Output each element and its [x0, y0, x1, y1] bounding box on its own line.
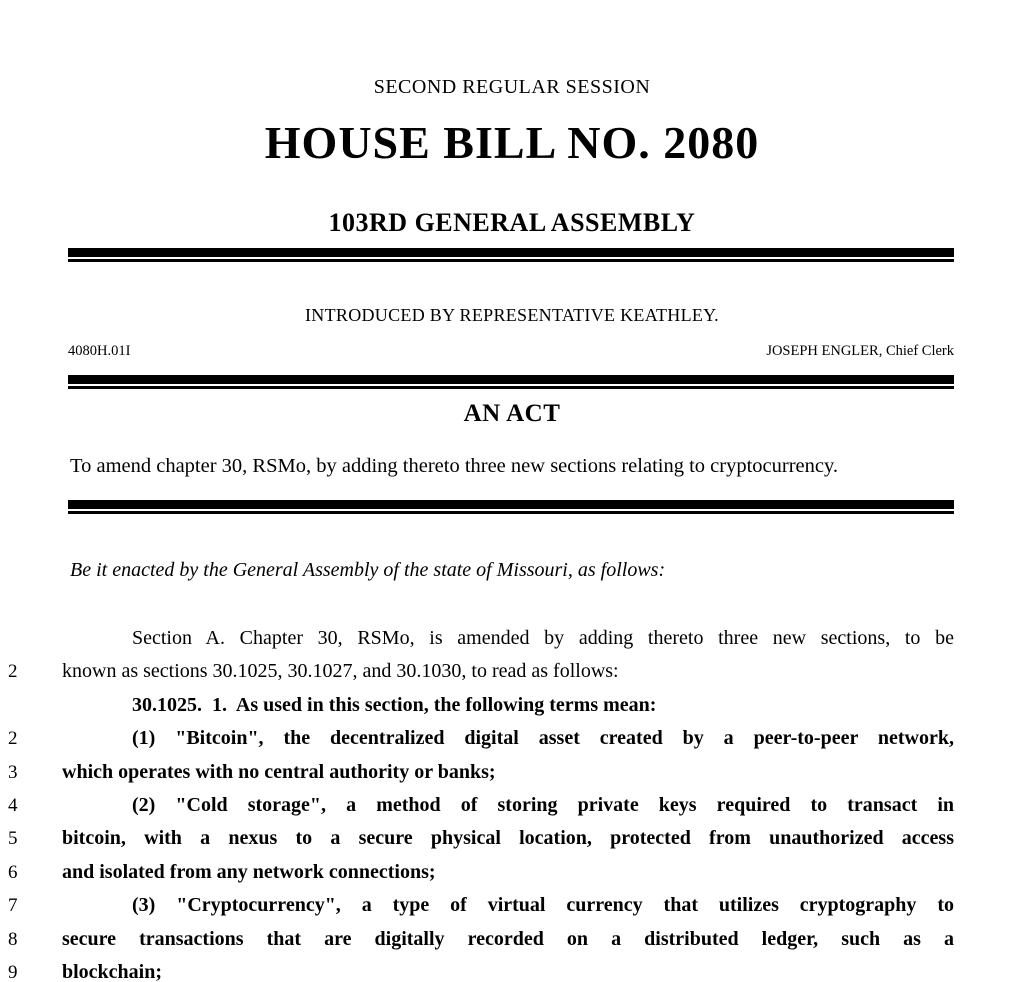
bill-text-line [0, 956, 1024, 982]
line-number: 4 [8, 795, 18, 817]
line-number [0, 622, 62, 655]
line-number: 8 [8, 928, 18, 950]
line-text: (1) "Bitcoin", the decentralized digital asset created by a peer-to-peer network, [132, 727, 954, 750]
bill-text-line [0, 756, 1024, 789]
line-text: bitcoin, with a nexus to a secure physical location, protected from unauthorized access [62, 827, 954, 850]
bill-title: HOUSE BILL NO. 2080 [264, 117, 760, 168]
bill-text-line [0, 822, 1024, 855]
introduced-by-line: INTRODUCED BY REPRESENTATIVE KEATHLEY. [305, 305, 719, 325]
line-number: 7 [8, 895, 18, 917]
act-description: To amend chapter 30, RSMo, by adding thereto three new sections relating to cryptocurrency. [70, 455, 839, 477]
line-text: which operates with no central authority or banks; [62, 760, 496, 783]
bill-text-line [0, 689, 1024, 722]
line-text: (2) "Cold storage", a method of storing private keys required to transact in [132, 794, 954, 817]
line-number: 9 [8, 962, 18, 982]
bill-text-line [0, 923, 1024, 956]
bill-body-text [0, 622, 1024, 982]
bill-text-line [0, 856, 1024, 889]
bill-text-line [0, 622, 1024, 655]
session-heading: SECOND REGULAR SESSION [373, 76, 651, 98]
an-act-heading: AN ACT [463, 400, 561, 427]
line-number: 2 [8, 661, 18, 683]
line-text: known as sections 30.1025, 30.1027, and 30.1030, to read as follows: [62, 660, 619, 683]
line-text: and isolated from any network connections; [62, 860, 436, 883]
bill-text-line [0, 789, 1024, 822]
double-rule-divider [68, 500, 954, 514]
line-text: (3) "Cryptocurrency", a type of virtual currency that utilizes cryptography to [132, 894, 954, 917]
line-text: blockchain; [62, 961, 163, 982]
line-text: 30.1025. 1. As used in this section, the following terms mean: [132, 693, 657, 716]
line-number [0, 689, 62, 722]
chief-clerk-name: JOSEPH ENGLER, Chief Clerk [766, 343, 954, 359]
bill-text-line [0, 655, 1024, 688]
double-rule-divider [68, 248, 954, 262]
line-number: 2 [8, 728, 18, 750]
line-text: secure transactions that are digitally recorded on a distributed ledger, such as a [62, 927, 954, 950]
bill-code-clerk-row [68, 343, 954, 360]
line-text: Section A. Chapter 30, RSMo, is amended by adding thereto three new sections, to be [132, 627, 954, 649]
line-number: 6 [8, 861, 18, 883]
bill-code: 4080H.01I [68, 343, 131, 359]
double-rule-divider [68, 375, 954, 389]
bill-text-line [0, 889, 1024, 922]
bill-text-line [0, 722, 1024, 755]
enacting-clause: Be it enacted by the General Assembly of the state of Missouri, as follows: [70, 559, 666, 581]
line-number: 5 [8, 828, 18, 850]
assembly-heading: 103RD GENERAL ASSEMBLY [328, 208, 696, 237]
line-number: 3 [8, 761, 18, 783]
